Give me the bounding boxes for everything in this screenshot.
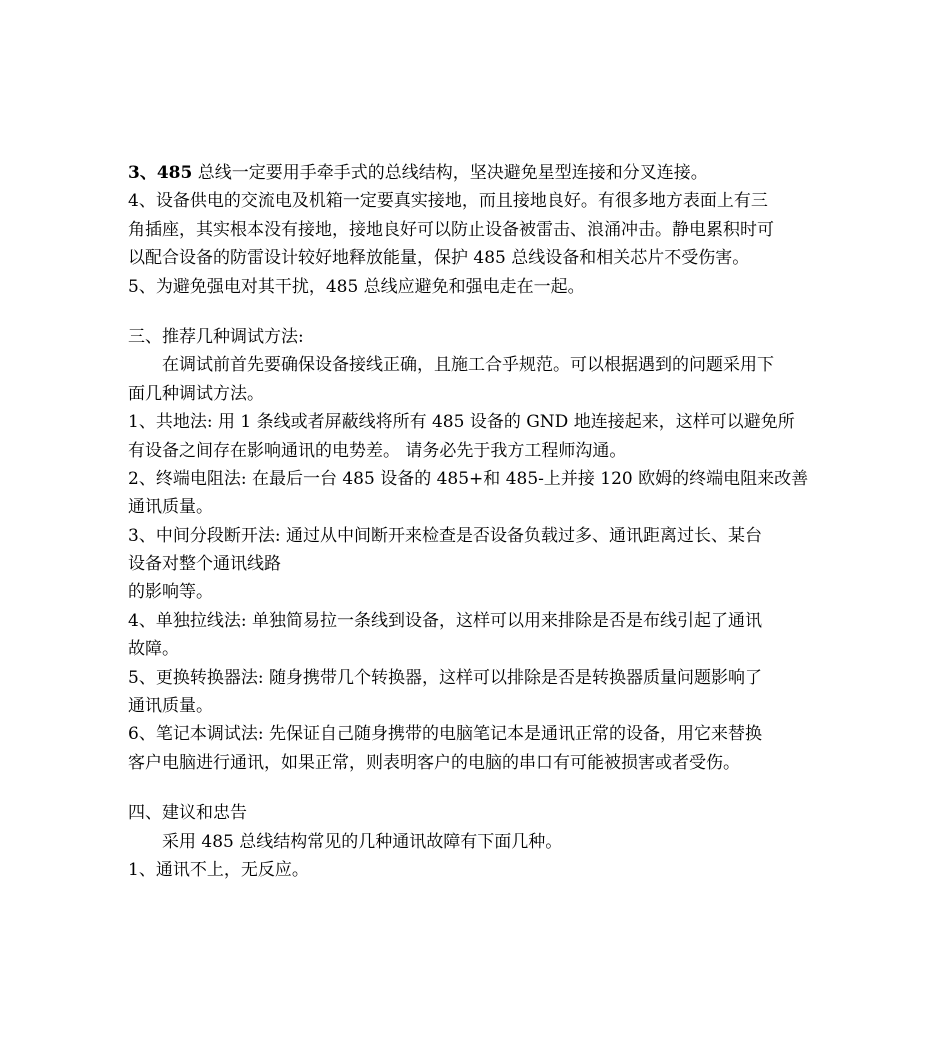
method-2-line-1: 2、终端电阻法: 在最后一台 485 设备的 485+和 485-上并接 120 欧姆的终端电阻来改善 [128,468,809,489]
method-3-line-3: 的影响等。 [128,582,213,603]
document-page [128,159,826,884]
spacer [128,301,826,323]
paragraph-item-3 [128,159,826,187]
section-3-heading: 三、推荐几种调试方法: [128,326,304,347]
method-5-line-2: 通讯质量。 [128,696,213,717]
section-3-intro-line-2: 面几种调试方法。 [128,383,264,404]
method-3-line-1: 3、中间分段断开法: 通过从中间断开来检查是否设备负载过多、通讯距离过长、某台 [128,525,762,546]
method-4-line-2: 故障。 [128,639,179,660]
paragraph-item-4-line-2: 角插座，其实根本没有接地，接地良好可以防止设备被雷击、浪涌冲击。静电累积时可 [128,219,774,240]
item-3-text: 总线一定要用手牵手式的总线结构，坚决避免星型连接和分叉连接。 [192,163,708,183]
section-3-intro-line-1: 在调试前首先要确保设备接线正确，且施工合乎规范。可以根据遇到的问题采用下 [162,355,774,376]
method-3-line-2: 设备对整个通讯线路 [128,554,281,575]
item-3-lead: 3、485 [128,163,193,183]
method-4-line-1: 4、单独拉线法: 单独简易拉一条线到设备，这样可以用来排除是否是布线引起了通讯 [128,610,762,631]
paragraph-item-4-line-3: 以配合设备的防雷设计较好地释放能量，保护 485 总线设备和相关芯片不受伤害。 [128,248,750,269]
method-6-line-2: 客户电脑进行通讯，如果正常，则表明客户的电脑的串口有可能被损害或者受伤。 [128,752,740,773]
method-2-line-2: 通讯质量。 [128,497,213,518]
paragraph-item-5: 5、为避免强电对其干扰，485 总线应避免和强电走在一起。 [128,276,585,297]
section-4-item-1: 1、通讯不上，无反应。 [128,859,309,880]
method-6-line-1: 6、笔记本调试法: 先保证自己随身携带的电脑笔记本是通讯正常的设备，用它来替换 [128,724,762,745]
section-4-intro: 采用 485 总线结构常见的几种通讯故障有下面几种。 [162,831,563,852]
paragraph-item-4-line-1: 4、设备供电的交流电及机箱一定要真实接地，而且接地良好。有很多地方表面上有三 [128,191,768,212]
section-4-heading: 四、建议和忠告 [128,803,247,824]
method-1-line-1: 1、共地法: 用 1 条线或者屏蔽线将所有 485 设备的 GND 地连接起来，这样可以避免所 [128,412,795,433]
method-1-line-2: 有设备之间存在影响通讯的电势差。 请务必先于我方工程师沟通。 [128,440,627,461]
method-5-line-1: 5、更换转换器法: 随身携带几个转换器，这样可以排除是否是转换器质量问题影响了 [128,667,762,688]
spacer [128,777,826,799]
